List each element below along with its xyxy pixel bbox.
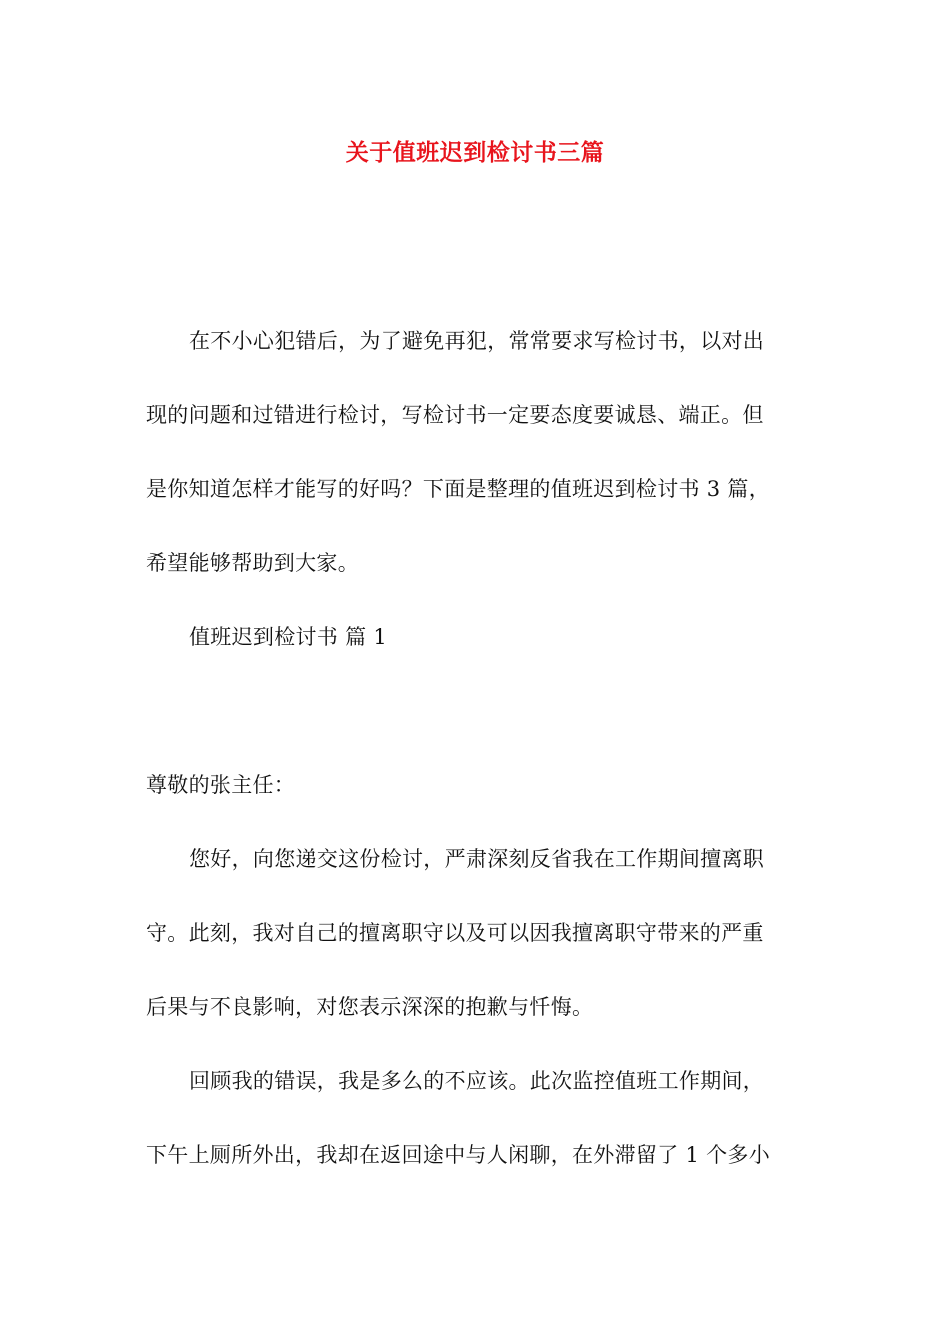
paragraph-line: 回顾我的错误，我是多么的不应该。此次监控值班工作期间， [189,1069,765,1093]
paragraph-line: 下午上厕所外出，我却在返回途中与人闲聊，在外滞留了 1 个多小 [146,1143,771,1167]
paragraph-line: 在不小心犯错后，为了避免再犯，常常要求写检讨书，以对出 [189,329,765,353]
paragraph-line: 是你知道怎样才能写的好吗？下面是整理的值班迟到检讨书 3 篇， [146,477,771,501]
paragraph-line: 您好，向您递交这份检讨，严肃深刻反省我在工作期间擅离职 [189,847,765,871]
paragraph-line: 后果与不良影响，对您表示深深的抱歉与忏悔。 [146,995,594,1019]
paragraph-line: 守。此刻，我对自己的擅离职守以及可以因我擅离职守带来的严重 [146,921,764,945]
document-title: 关于值班迟到检讨书三篇 [345,139,605,166]
paragraph-line: 现的问题和过错进行检讨，写检讨书一定要态度要诚恳、端正。但 [146,403,764,427]
salutation: 尊敬的张主任： [146,773,296,797]
paragraph-line: 希望能够帮助到大家。 [146,551,359,575]
section-heading: 值班迟到检讨书 篇 1 [189,625,388,649]
